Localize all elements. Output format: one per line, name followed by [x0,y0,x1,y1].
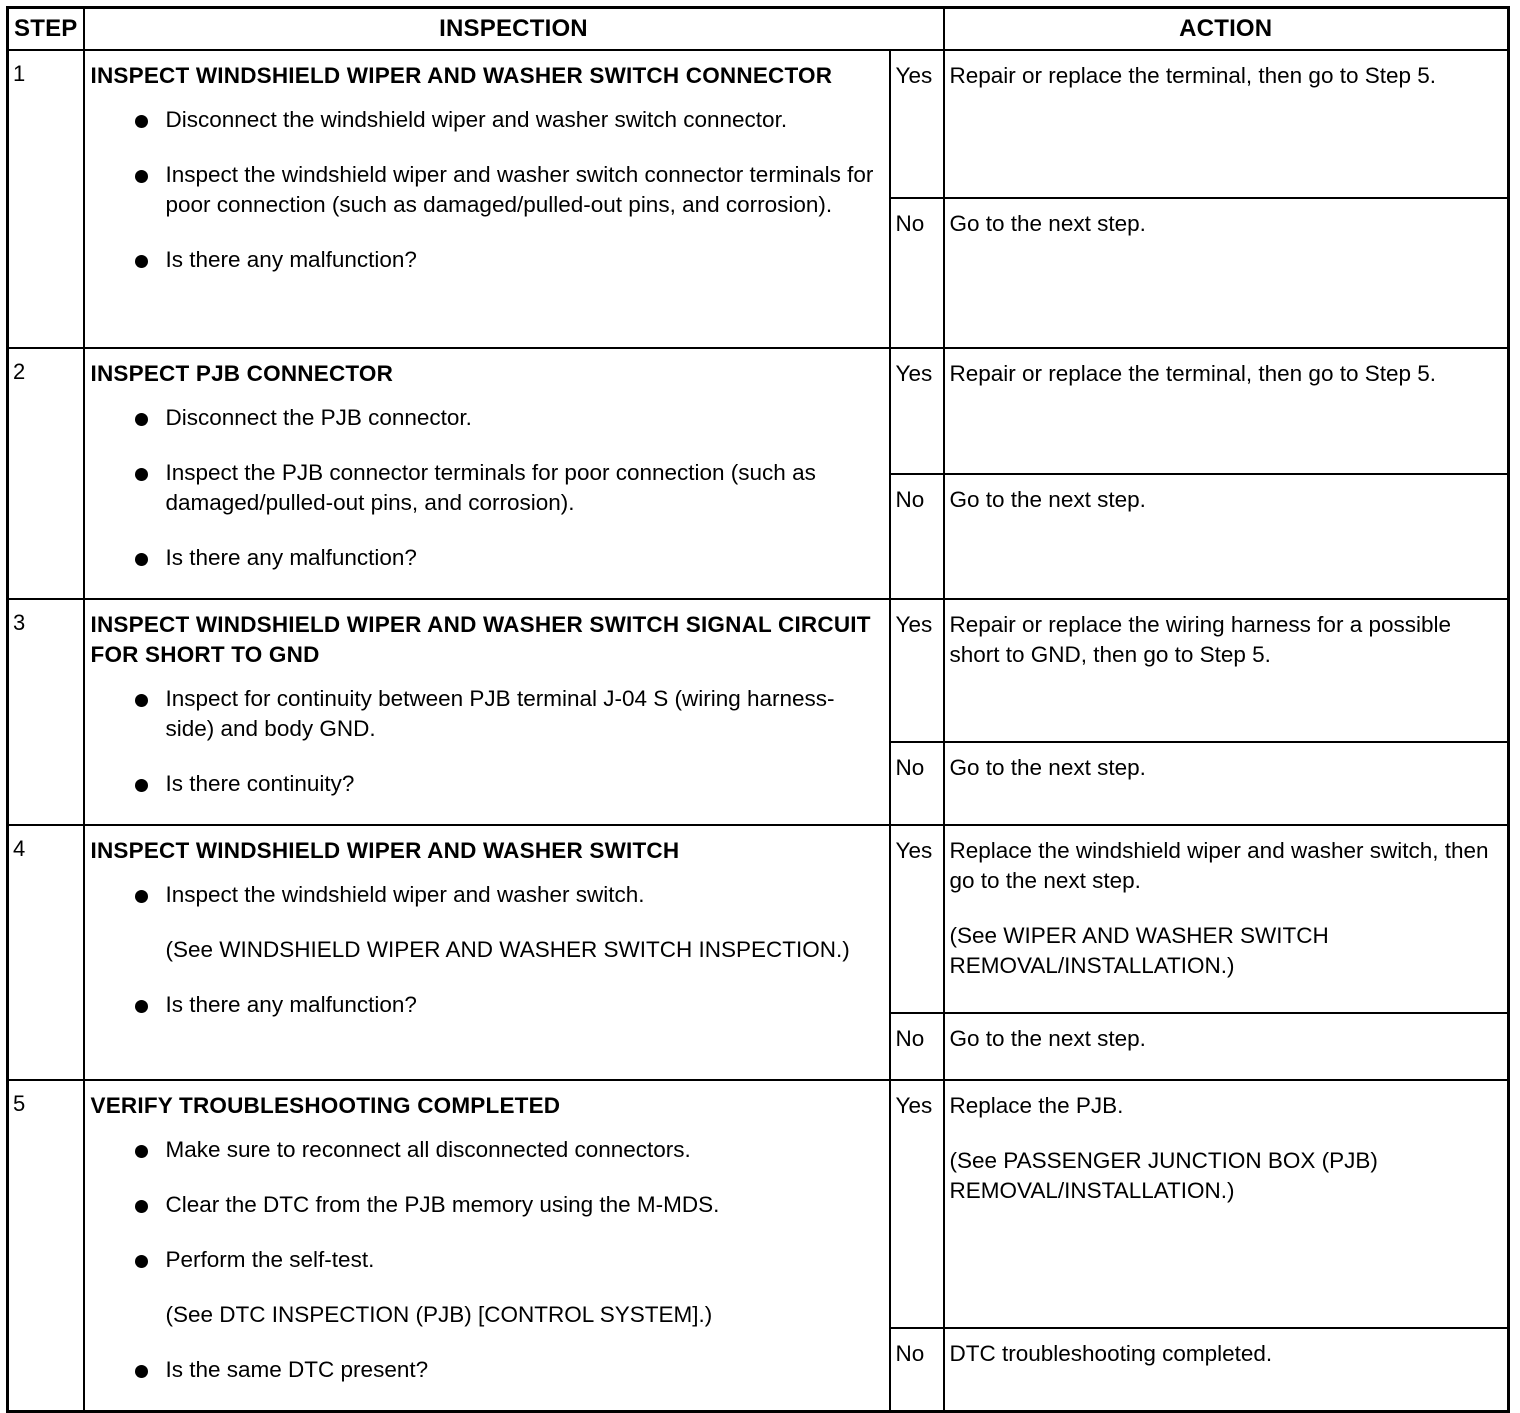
inspection-title: INSPECT WINDSHIELD WIPER AND WASHER SWITCH CONNECTOR [90,63,833,88]
no-label: No [890,1328,944,1411]
yes-reference: (See PASSENGER JUNCTION BOX (PJB) REMOVAL/INSTALLATION.) [949,1148,1378,1203]
no-label: No [890,198,944,348]
yes-action: Repair or replace the terminal, then go to Step 5. [944,50,1509,198]
bullet-icon [135,255,148,268]
no-label: No [890,1013,944,1080]
bullet-icon [135,1000,148,1013]
step-number: 2 [8,348,84,599]
inspection-title: INSPECT WINDSHIELD WIPER AND WASHER SWITCH [90,838,680,863]
header-action: ACTION [944,8,1509,51]
yes-reference: (See WIPER AND WASHER SWITCH REMOVAL/INSTALLATION.) [949,923,1329,978]
bullet-item: Is there continuity? [91,769,883,799]
bullet-item: Perform the self-test. [91,1245,883,1275]
reference-note: (See WINDSHIELD WIPER AND WASHER SWITCH INSPECTION.) [165,937,850,962]
bullet-item: Disconnect the PJB connector. [91,403,883,433]
bullet-item: Inspect the windshield wiper and washer switch connector terminals for poor connection (such as damaged/pulled-out pins, and corrosion). [91,160,883,220]
bullet-item: Clear the DTC from the PJB memory using the M-MDS. [91,1190,883,1220]
no-action: Go to the next step. [944,742,1509,825]
bullet-item: Make sure to reconnect all disconnected connectors. [91,1135,883,1165]
inspection-title: INSPECT PJB CONNECTOR [90,361,394,386]
step-4-yes-row [8,825,1509,1013]
inspection-title: INSPECT WINDSHIELD WIPER AND WASHER SWITCH SIGNAL CIRCUIT FOR SHORT TO GND [90,612,871,667]
yes-label: Yes [890,1080,944,1328]
yes-action: Repair or replace the terminal, then go to Step 5. [944,348,1509,474]
bullet-icon [135,1255,148,1268]
inspection-cell [84,50,890,348]
step-5-yes-row [8,1080,1509,1328]
bullet-icon [135,694,148,707]
yes-label: Yes [890,599,944,742]
yes-label: Yes [890,50,944,198]
inspection-table [6,6,1510,1413]
inspection-cell [84,825,890,1080]
no-action: Go to the next step. [944,1013,1509,1080]
bullet-icon [135,115,148,128]
bullet-icon [135,1145,148,1158]
yes-label: Yes [890,348,944,474]
inspection-cell [84,348,890,599]
bullet-icon [135,170,148,183]
yes-action: Replace the PJB. (See PASSENGER JUNCTION BOX (PJB) REMOVAL/INSTALLATION.) [944,1080,1509,1328]
bullet-item: Is there any malfunction? [91,990,883,1020]
no-label: No [890,742,944,825]
step-number: 5 [8,1080,84,1412]
header-step: STEP [8,8,84,51]
step-number: 4 [8,825,84,1080]
bullet-item: Disconnect the windshield wiper and washer switch connector. [91,105,883,135]
bullet-icon [135,1365,148,1378]
bullet-item: Inspect the PJB connector terminals for poor connection (such as damaged/pulled-out pins, and corrosion). [91,458,883,518]
yes-label: Yes [890,825,944,1013]
bullet-item: Is the same DTC present? [91,1355,883,1385]
yes-action: Replace the windshield wiper and washer switch, then go to the next step. (See WIPER AND WASHER SWITCH REMOVAL/INSTALLATION.) [944,825,1509,1013]
no-action: Go to the next step. [944,474,1509,600]
no-label: No [890,474,944,600]
yes-action: Repair or replace the wiring harness for a possible short to GND, then go to Step 5. [944,599,1509,742]
no-action: Go to the next step. [944,198,1509,348]
header-row [8,8,1509,51]
reference-note: (See DTC INSPECTION (PJB) [CONTROL SYSTEM].) [165,1302,713,1327]
step-1-yes-row [8,50,1509,198]
step-3-yes-row [8,599,1509,742]
header-inspection: INSPECTION [84,8,944,51]
step-2-yes-row [8,348,1509,474]
bullet-icon [135,779,148,792]
bullet-item: Inspect for continuity between PJB terminal J-04 S (wiring harness-side) and body GND. [91,684,883,744]
step-number: 1 [8,50,84,348]
inspection-title: VERIFY TROUBLESHOOTING COMPLETED [90,1093,561,1118]
bullet-icon [135,890,148,903]
bullet-icon [135,1200,148,1213]
inspection-cell [84,599,890,825]
bullet-item: Is there any malfunction? [91,543,883,573]
no-action: DTC troubleshooting completed. [944,1328,1509,1411]
bullet-item: Inspect the windshield wiper and washer switch. [91,880,883,910]
bullet-item: Is there any malfunction? [91,245,883,275]
step-number: 3 [8,599,84,825]
bullet-icon [135,553,148,566]
bullet-icon [135,413,148,426]
bullet-icon [135,468,148,481]
inspection-cell [84,1080,890,1412]
